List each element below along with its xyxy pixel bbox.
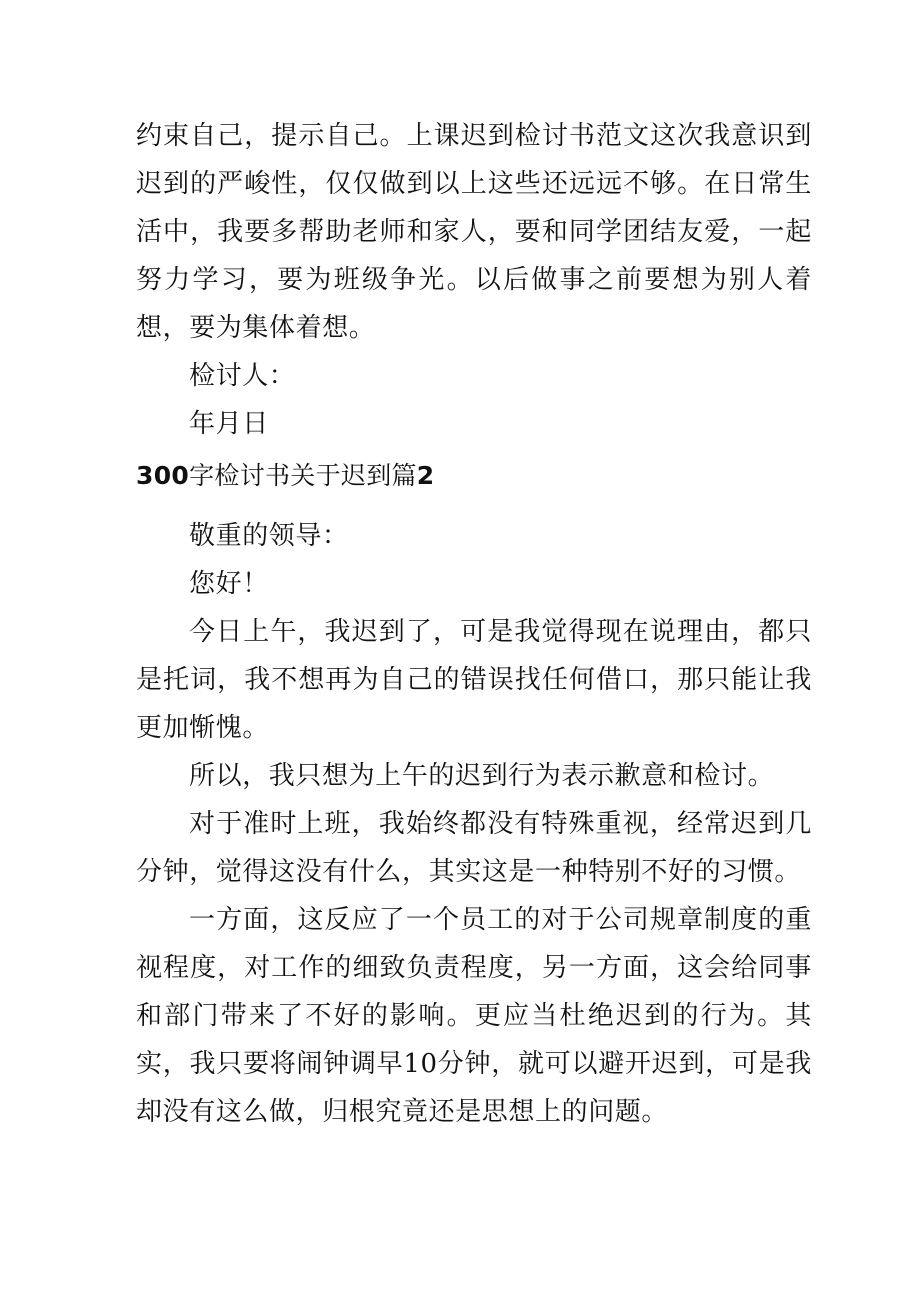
body-paragraph-3: 对于准时上班，我始终都没有特殊重视，经常迟到几分钟，觉得这没有什么，其实这是一种特别不好的习惯。 bbox=[136, 809, 812, 887]
title-number-prefix: 300 bbox=[136, 461, 190, 490]
salutation: 敬重的领导： bbox=[189, 521, 349, 551]
section-two bbox=[136, 512, 812, 1136]
date-line: 年月日 bbox=[189, 409, 269, 439]
body-paragraph-4: 一方面，这反应了一个员工的对于公司规章制度的重视程度，对工作的细致负责程度，另一方面，这会给同事和部门带来了不好的影响。更应当杜绝迟到的行为。其实，我只要将闹钟调早10分钟，就可以避开迟到，可是我却没有这么做，归根究竟还是思想上的问题。 bbox=[136, 905, 812, 1127]
body-paragraph-2: 所以，我只想为上午的迟到行为表示歉意和检讨。 bbox=[189, 761, 775, 791]
signer-line: 检讨人： bbox=[189, 361, 296, 391]
title-text: 字检讨书关于迟到篇 bbox=[189, 461, 417, 490]
title-number-suffix: 2 bbox=[416, 461, 435, 490]
section-one bbox=[136, 112, 812, 448]
section-heading bbox=[136, 452, 812, 500]
article-title bbox=[136, 452, 812, 500]
greeting: 您好！ bbox=[189, 569, 269, 599]
body-paragraph-1: 今日上午，我迟到了，可是我觉得现在说理由，都只是托词，我不想再为自己的错误找任何借口，那只能让我更加惭愧。 bbox=[136, 617, 812, 743]
closing-paragraph: 约束自己，提示自己。上课迟到检讨书范文这次我意识到迟到的严峻性，仅仅做到以上这些还远远不够。在日常生活中，我要多帮助老师和家人，要和同学团结友爱，一起努力学习，要为班级争光。以后做事之前要想为别人着想，要为集体着想。 bbox=[136, 121, 812, 343]
